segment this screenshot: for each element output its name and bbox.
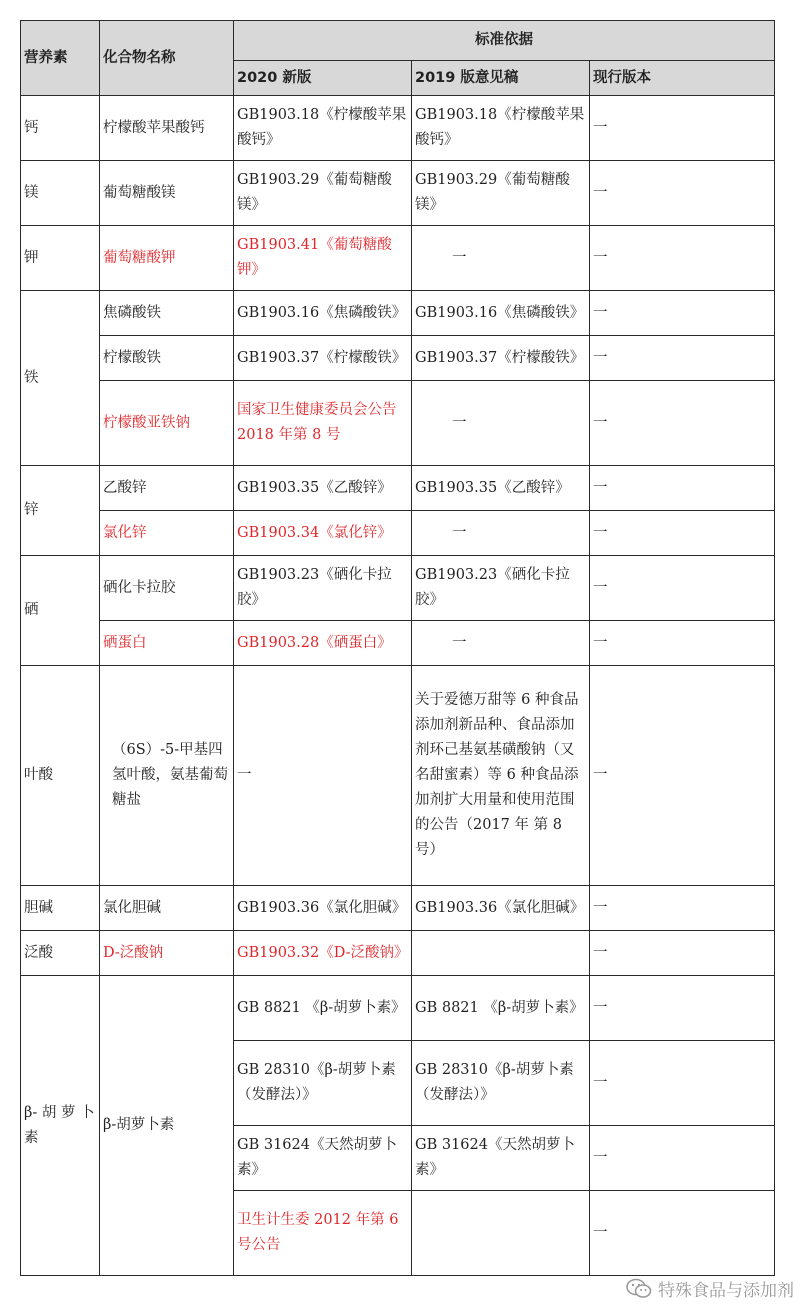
std-2019-cell: GB 31624《天然胡萝卜素》 (412, 1126, 590, 1191)
nutrient-cell: 铁 (21, 291, 100, 466)
header-2019-draft: 2019 版意见稿 (412, 61, 590, 96)
nutrient-cell: 钾 (21, 226, 100, 291)
std-2019-cell (412, 1191, 590, 1276)
table-row (21, 511, 775, 556)
header-2020-edition: 2020 新版 (234, 61, 412, 96)
nutrient-cell: 硒 (21, 556, 100, 666)
compound-cell: 焦磷酸铁 (100, 291, 234, 336)
std-2020-cell: GB1903.41《葡萄糖酸钾》 (234, 226, 412, 291)
header-compound: 化合物名称 (100, 21, 234, 96)
std-2020-cell: GB1903.35《乙酸锌》 (234, 466, 412, 511)
std-2019-cell: GB1903.23《硒化卡拉胶》 (412, 556, 590, 621)
std-2020-cell: GB1903.36《氯化胆碱》 (234, 886, 412, 931)
table-row (21, 161, 775, 226)
current-version-cell: 一 (590, 886, 775, 931)
std-2019-cell: GB1903.35《乙酸锌》 (412, 466, 590, 511)
compound-cell: 硒化卡拉胶 (100, 556, 234, 621)
table-row (21, 666, 775, 886)
std-2019-cell: 一 (412, 226, 590, 291)
nutrient-cell: 钙 (21, 96, 100, 161)
nutrient-cell: β- 胡 萝 卜 素 (21, 976, 100, 1276)
std-2019-cell: 一 (412, 381, 590, 466)
current-version-cell: 一 (590, 1126, 775, 1191)
header-current-version: 现行版本 (590, 61, 775, 96)
compound-cell: 柠檬酸铁 (100, 336, 234, 381)
std-2020-cell: GB 8821 《β-胡萝卜素》 (234, 976, 412, 1041)
compound-cell: 氯化锌 (100, 511, 234, 556)
nutrient-cell: 锌 (21, 466, 100, 556)
std-2020-cell: GB1903.18《柠檬酸苹果酸钙》 (234, 96, 412, 161)
current-version-cell: 一 (590, 226, 775, 291)
std-2020-cell: 卫生计生委 2012 年第 6 号公告 (234, 1191, 412, 1276)
current-version-cell: 一 (590, 1041, 775, 1126)
current-version-cell: 一 (590, 511, 775, 556)
current-version-cell: 一 (590, 96, 775, 161)
std-2019-cell: GB 28310《β-胡萝卜素（发酵法）》 (412, 1041, 590, 1126)
current-version-cell: 一 (590, 381, 775, 466)
compound-cell: （6S）-5-甲基四氢叶酸，氨基葡萄糖盐 (100, 666, 234, 886)
header-row-1 (21, 21, 775, 61)
compound-cell: 乙酸锌 (100, 466, 234, 511)
std-2020-cell: GB 28310《β-胡萝卜素（发酵法）》 (234, 1041, 412, 1126)
nutrient-cell: 镁 (21, 161, 100, 226)
current-version-cell: 一 (590, 976, 775, 1041)
table-row (21, 931, 775, 976)
std-2019-cell: GB1903.18《柠檬酸苹果酸钙》 (412, 96, 590, 161)
table-row (21, 336, 775, 381)
current-version-cell: 一 (590, 556, 775, 621)
std-2020-cell: GB1903.16《焦磷酸铁》 (234, 291, 412, 336)
header-nutrient: 营养素 (21, 21, 100, 96)
current-version-cell: 一 (590, 621, 775, 666)
nutrient-cell: 泛酸 (21, 931, 100, 976)
table-row (21, 96, 775, 161)
current-version-cell: 一 (590, 1191, 775, 1276)
wechat-icon (626, 1278, 652, 1300)
current-version-cell: 一 (590, 931, 775, 976)
nutrient-cell: 叶酸 (21, 666, 100, 886)
std-2020-cell: GB1903.34《氯化锌》 (234, 511, 412, 556)
compound-cell: 氯化胆碱 (100, 886, 234, 931)
std-2019-cell: 一 (412, 621, 590, 666)
std-2019-cell: GB1903.29《葡萄糖酸镁》 (412, 161, 590, 226)
std-2019-cell: 一 (412, 511, 590, 556)
current-version-cell: 一 (590, 336, 775, 381)
std-2020-cell: 一 (234, 666, 412, 886)
std-2020-cell: GB 31624《天然胡萝卜素》 (234, 1126, 412, 1191)
watermark (626, 1276, 794, 1301)
std-2020-cell: 国家卫生健康委员会公告 2018 年第 8 号 (234, 381, 412, 466)
std-2020-cell: GB1903.29《葡萄糖酸镁》 (234, 161, 412, 226)
std-2020-cell: GB1903.23《硒化卡拉胶》 (234, 556, 412, 621)
table-row (21, 466, 775, 511)
compound-cell: 硒蛋白 (100, 621, 234, 666)
std-2019-cell: GB1903.16《焦磷酸铁》 (412, 291, 590, 336)
std-2019-cell (412, 931, 590, 976)
compound-cell: D-泛酸钠 (100, 931, 234, 976)
compound-cell: 葡萄糖酸镁 (100, 161, 234, 226)
nutrient-standards-table (20, 20, 775, 1276)
table-row (21, 886, 775, 931)
header-standard-basis: 标准依据 (234, 21, 775, 61)
std-2019-cell: GB1903.37《柠檬酸铁》 (412, 336, 590, 381)
current-version-cell: 一 (590, 666, 775, 886)
current-version-cell: 一 (590, 466, 775, 511)
std-2020-cell: GB1903.32《D-泛酸钠》 (234, 931, 412, 976)
nutrient-cell: 胆碱 (21, 886, 100, 931)
std-2020-cell: GB1903.28《硒蛋白》 (234, 621, 412, 666)
table-row (21, 976, 775, 1041)
table-row (21, 291, 775, 336)
compound-cell: 柠檬酸苹果酸钙 (100, 96, 234, 161)
table-row (21, 381, 775, 466)
compound-cell: 葡萄糖酸钾 (100, 226, 234, 291)
current-version-cell: 一 (590, 161, 775, 226)
std-2019-cell: 关于爱德万甜等 6 种食品添加剂新品种、食品添加剂环己基氨基磺酸钠（又名甜蜜素）等 6 种食品添加剂扩大用量和使用范围的公告（2017 年 第 8 号） (412, 666, 590, 886)
compound-cell: β-胡萝卜素 (100, 976, 234, 1276)
table-row (21, 226, 775, 291)
table-row (21, 621, 775, 666)
std-2019-cell: GB 8821 《β-胡萝卜素》 (412, 976, 590, 1041)
current-version-cell: 一 (590, 291, 775, 336)
std-2020-cell: GB1903.37《柠檬酸铁》 (234, 336, 412, 381)
table-row (21, 556, 775, 621)
std-2019-cell: GB1903.36《氯化胆碱》 (412, 886, 590, 931)
compound-cell: 柠檬酸亚铁钠 (100, 381, 234, 466)
watermark-text: 特殊食品与添加剂 (658, 1281, 794, 1301)
